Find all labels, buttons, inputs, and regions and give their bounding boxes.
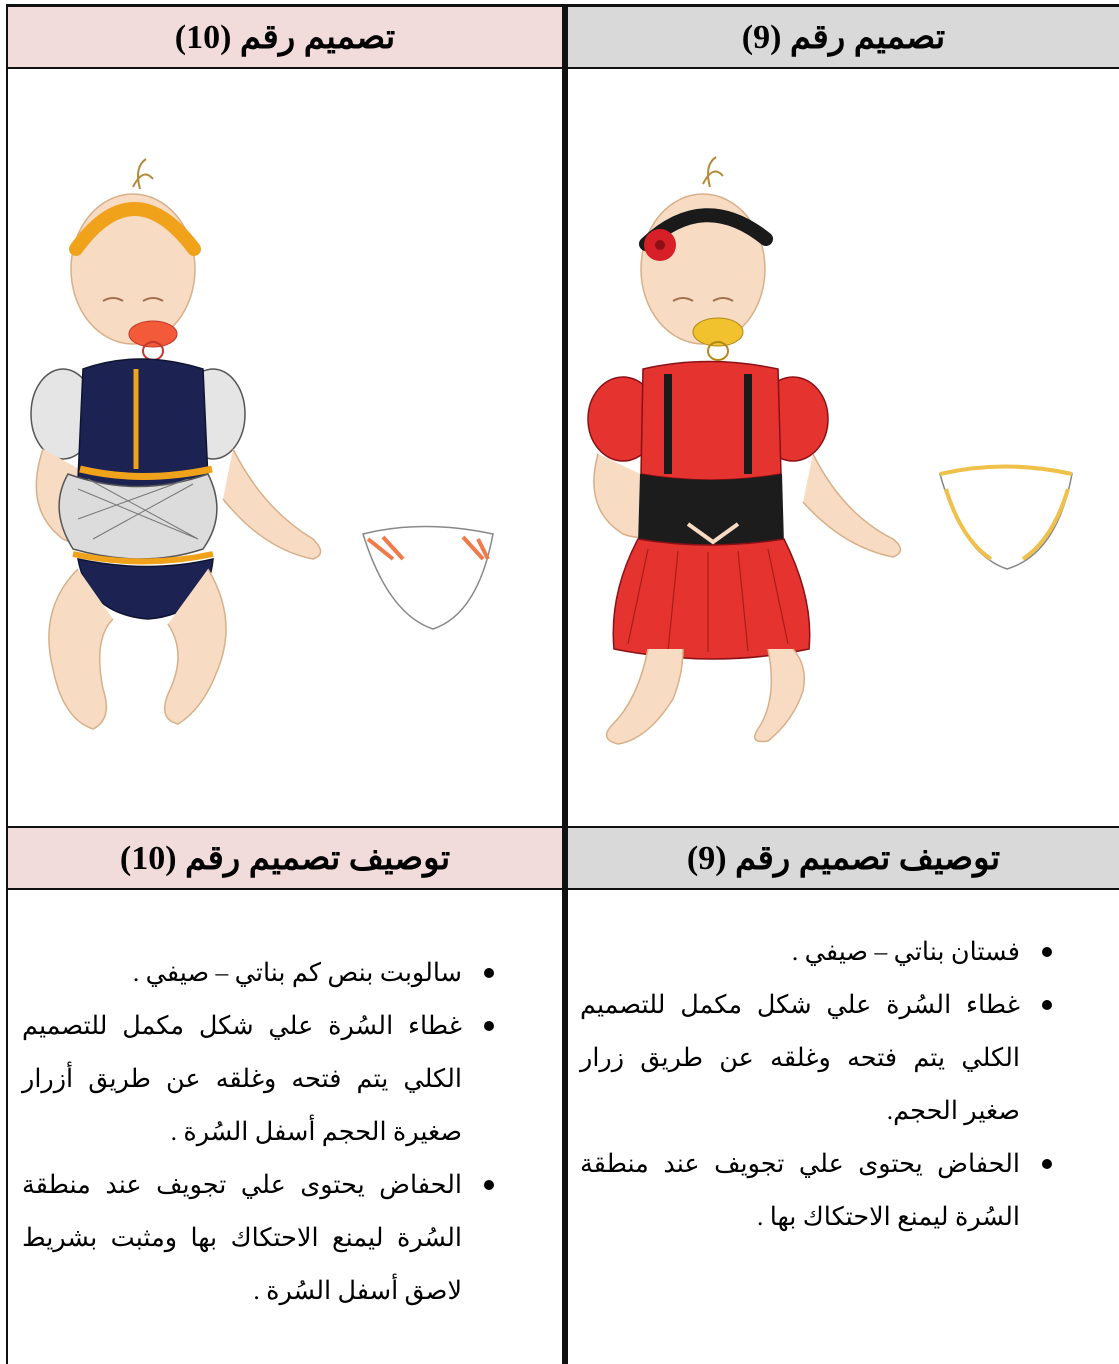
list-item: فستان بناتي – صيفي . — [580, 925, 1064, 978]
header-divider — [6, 67, 1119, 69]
list-item: غطاء السُرة علي شكل مكمل للتصميم الكلي يتم فتحه وغلقه عن طريق زرار صغير الحجم. — [580, 978, 1064, 1137]
design-10-desc-title-text: توصيف تصميم رقم (10) — [119, 840, 451, 877]
design-10-desc-title — [8, 828, 562, 888]
design-9-desc-title-text: توصيف تصميم رقم (9) — [686, 840, 1001, 877]
design-10-description — [22, 946, 506, 1317]
list-item: غطاء السُرة علي شكل مكمل للتصميم الكلي يتم فتحه وغلقه عن طريق أزرار صغيرة الحجم أسفل السُرة . — [22, 999, 506, 1158]
outer-left-border — [6, 4, 8, 1364]
design-10-title — [8, 7, 562, 67]
center-divider — [562, 4, 568, 1364]
design-9-title-text: تصميم رقم (9) — [741, 19, 946, 56]
design-9-desc-title — [568, 828, 1119, 888]
design-9-illustration — [568, 69, 1119, 826]
design-9-title — [568, 7, 1119, 67]
list-item: الحفاض يحتوى علي تجويف عند منطقة السُرة ليمنع الاحتكاك بها . — [580, 1137, 1064, 1243]
design-9-bullet-list — [580, 925, 1064, 1243]
design-10-title-text: تصميم رقم (10) — [174, 19, 396, 56]
design-10-bullet-list — [22, 946, 506, 1317]
desc-header-divider — [6, 888, 1119, 890]
list-item: سالوبت بنص كم بناتي – صيفي . — [22, 946, 506, 999]
design-9-description — [580, 925, 1064, 1243]
top-border — [6, 4, 1119, 7]
design-10-illustration — [8, 69, 562, 826]
illustration-divider — [6, 826, 1119, 828]
list-item: الحفاض يحتوى علي تجويف عند منطقة السُرة ليمنع الاحتكاك بها ومثبت بشريط لاصق أسفل السُرة . — [22, 1158, 506, 1317]
